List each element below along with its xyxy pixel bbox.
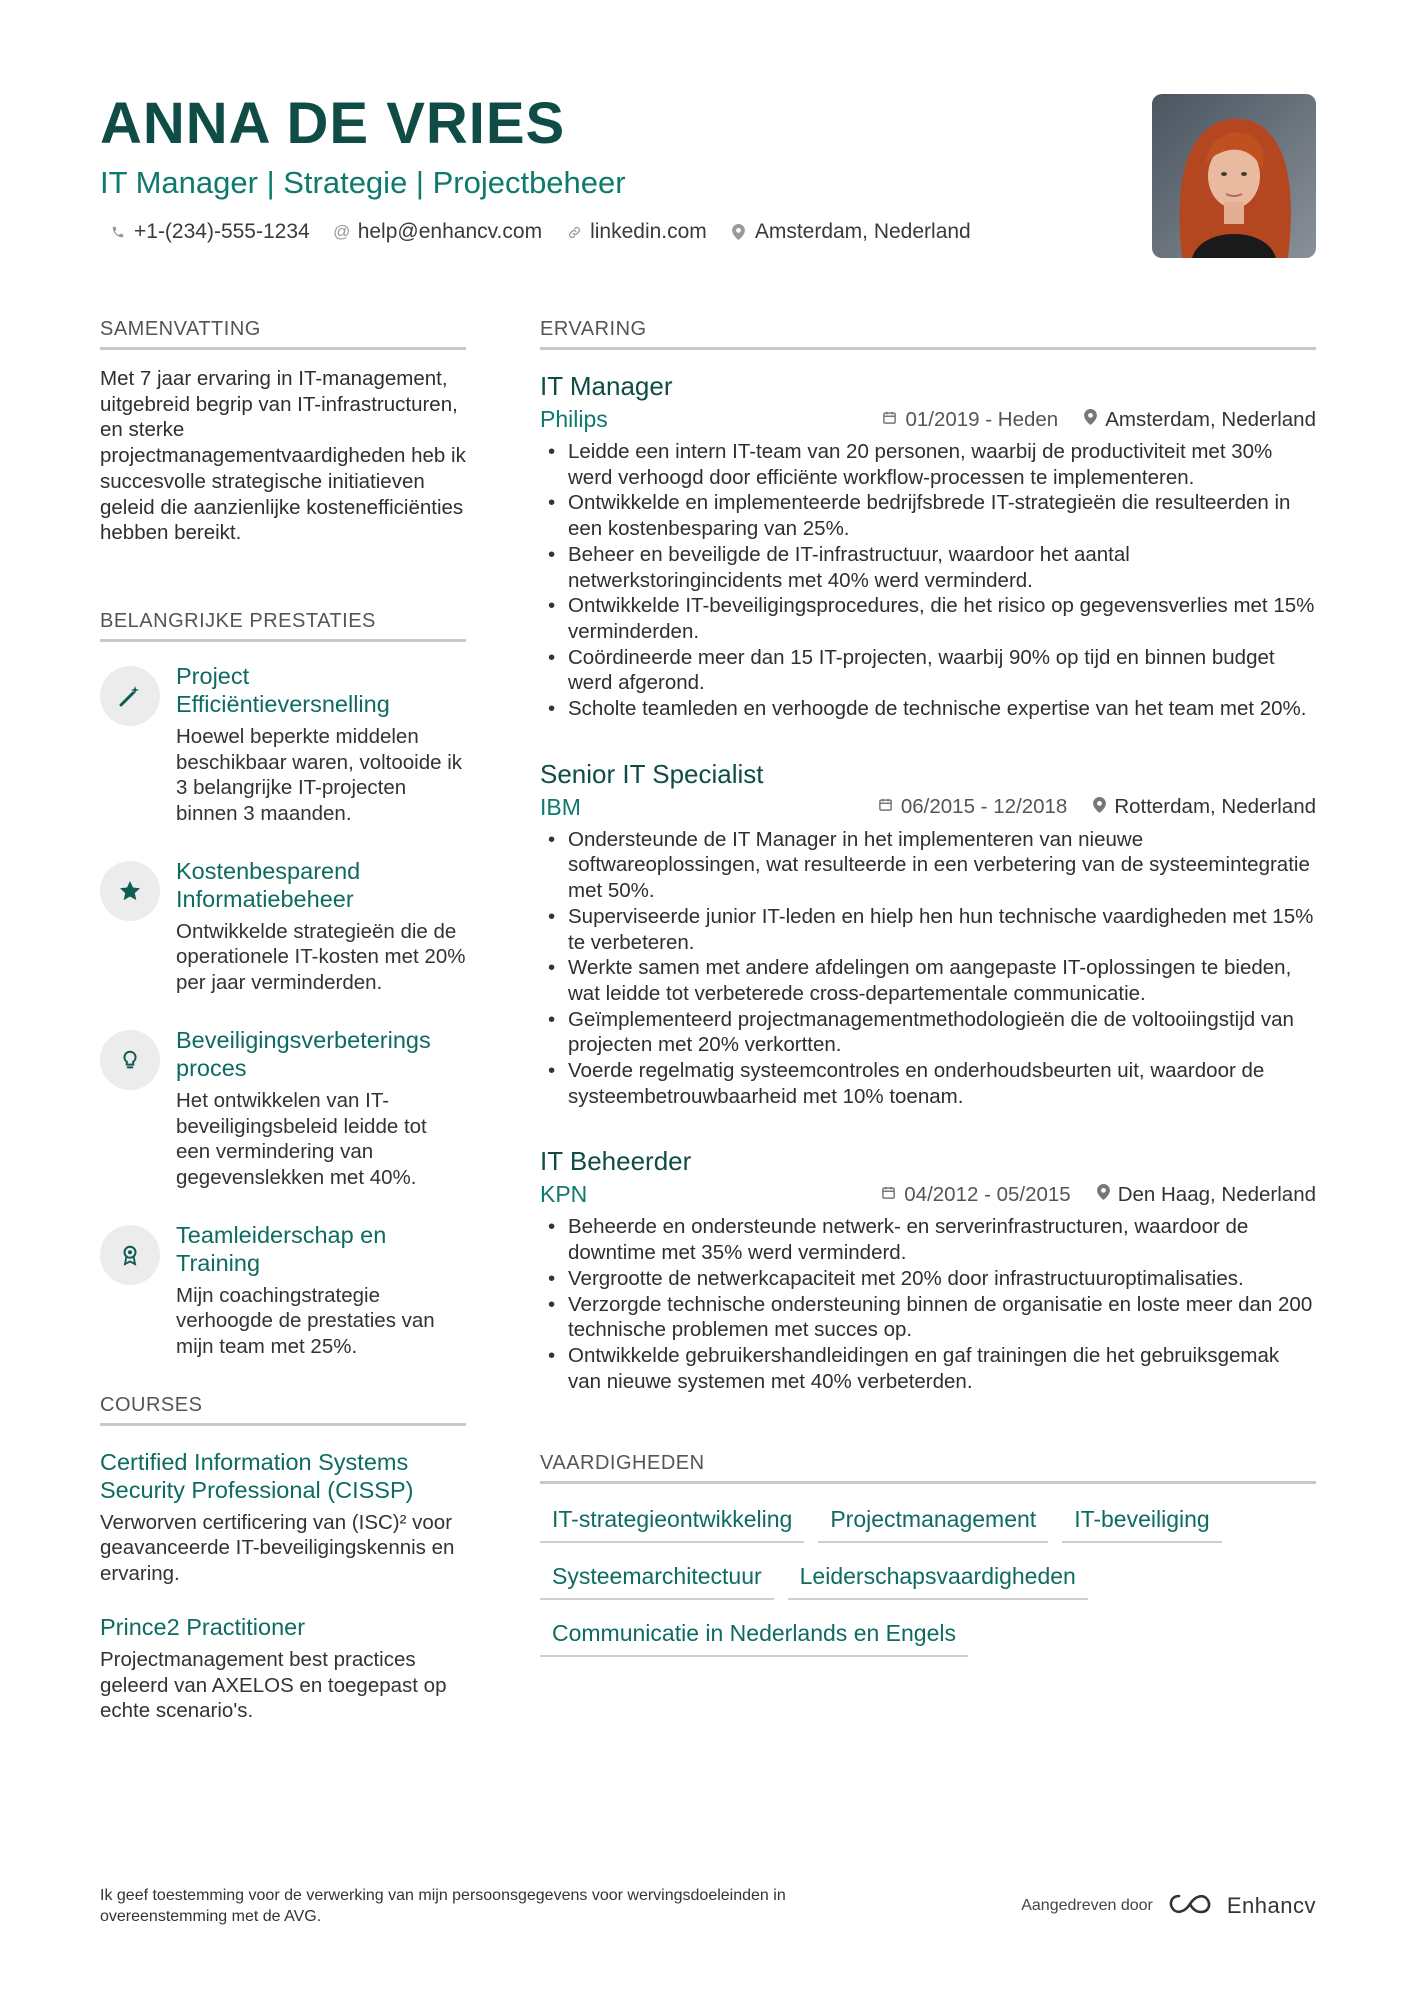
job-bullets xyxy=(540,1214,1316,1394)
calendar-icon xyxy=(878,797,893,817)
linkedin-text: linkedin.com xyxy=(590,220,707,243)
achievement-text: Hoewel beperkte middelen beschikbaar waren, voltooide ik 3 belangrijke IT-projecten binnen 3 maanden. xyxy=(176,724,463,826)
job-dates-text: 01/2019 - Heden xyxy=(905,407,1059,431)
company-name: Philips xyxy=(540,406,608,432)
job-dates xyxy=(881,1183,1070,1207)
right-column xyxy=(540,318,1316,1657)
achievement-item xyxy=(100,857,466,996)
summary-heading: SAMENVATTING xyxy=(100,318,466,350)
course-title: Prince2 Practitioner xyxy=(100,1613,306,1640)
star-icon xyxy=(100,861,160,921)
job-entry xyxy=(540,1145,1316,1394)
contact-phone[interactable] xyxy=(110,220,310,244)
achievement-item xyxy=(100,662,466,827)
email-text: help@enhancv.com xyxy=(357,220,543,243)
bullet-item: • Werkte samen met andere afdelingen om aangepaste IT-oplossingen te bieden, wat leidde tot verbeterede cross-departementale communicatie. xyxy=(540,955,1316,1006)
bullet-item: • Ontwikkelde gebruikershandleidingen en gaf trainingen die het gebruiksgemak van nieuwe systemen met 40% verbeterden. xyxy=(540,1343,1316,1394)
location-pin-icon xyxy=(1084,409,1097,430)
course-item xyxy=(100,1613,466,1724)
powered-by[interactable] xyxy=(1021,1892,1316,1921)
job-location xyxy=(1093,795,1316,819)
achievement-title: Teamleiderschap en Training xyxy=(176,1221,387,1276)
location-pin-icon xyxy=(1093,797,1106,818)
courses-heading: COURSES xyxy=(100,1394,466,1426)
job-entry xyxy=(540,758,1316,1110)
job-dates xyxy=(878,795,1067,819)
job-location xyxy=(1084,408,1316,432)
profile-photo xyxy=(1152,94,1316,258)
bullet-item: • Ondersteunde de IT Manager in het implementeren van nieuwe softwareoplossingen, wat resulteerde in een verbetering van de systeemintegratie met 50%. xyxy=(540,827,1316,904)
at-icon: @ xyxy=(333,222,351,241)
course-text: Projectmanagement best practices geleerd van AXELOS en toegepast op echte scenario's. xyxy=(100,1647,447,1723)
skill-tag: Projectmanagement xyxy=(818,1500,1048,1543)
skills-list xyxy=(540,1500,1316,1657)
calendar-icon xyxy=(881,1185,896,1205)
bullet-item: • Voerde regelmatig systeemcontroles en onderhoudsbeurten uit, waardoor de systeembetrouwbaarheid met 10% toenam. xyxy=(540,1058,1316,1109)
job-title: Senior IT Specialist xyxy=(540,758,764,789)
achievement-text: Het ontwikkelen van IT-beveiligingsbeleid leidde tot een vermindering van gegevenslekken met 40%. xyxy=(176,1088,427,1189)
job-bullets xyxy=(540,827,1316,1110)
achievement-item xyxy=(100,1221,466,1360)
link-icon xyxy=(566,225,582,240)
gdpr-consent: Ik geef toestemming voor de verwerking van mijn persoonsgegevens voor wervingsdoeleinden in overeenstemming met de AVG. xyxy=(100,1887,786,1925)
skill-tag: Leiderschapsvaardigheden xyxy=(788,1557,1088,1600)
left-column xyxy=(100,318,466,1724)
bullet-item: • Geïmplementeerd projectmanagementmethodologieën die de voltooiingstijd van projecten met 20% verkortten. xyxy=(540,1007,1316,1058)
job-title: IT Manager xyxy=(540,371,673,401)
bullet-item: • Beheerde en ondersteunde netwerk- en serverinfrastructuren, waardoor de downtime met 35% werd verminderd. xyxy=(540,1214,1316,1265)
bullet-item: • Scholte teamleden en verhoogde de technische expertise van het team met 20%. xyxy=(540,696,1316,722)
job-location xyxy=(1097,1183,1316,1207)
achievement-item xyxy=(100,1026,466,1191)
footer xyxy=(100,1885,1316,1927)
achievement-text: Mijn coachingstrategie verhoogde de prestaties van mijn team met 25%. xyxy=(176,1283,435,1359)
course-title: Certified Information Systems Security Professional (CISSP) xyxy=(100,1448,414,1503)
company-name: KPN xyxy=(540,1181,588,1208)
enhancv-logo-icon xyxy=(1167,1892,1213,1921)
contact-bar xyxy=(100,220,1140,244)
contact-email[interactable] xyxy=(334,220,542,244)
achievement-title: Kostenbesparend Informatiebeheer xyxy=(176,857,361,912)
brand-name: Enhancv xyxy=(1226,1893,1316,1918)
job-bullets xyxy=(540,439,1316,722)
candidate-tagline: IT Manager | Strategie | Projectbeheer xyxy=(100,165,626,200)
phone-icon xyxy=(110,225,126,239)
bullet-item: • Leidde een intern IT-team van 20 personen, waarbij de productiviteit met 30% werd verhoogd door efficiënte workflow-processen te implementeren. xyxy=(540,439,1316,490)
phone-text: +1-(234)-555-1234 xyxy=(134,220,310,243)
bullet-item: • Coördineerde meer dan 15 IT-projecten, waarbij 90% op tijd en binnen budget werd afgerond. xyxy=(540,645,1316,696)
job-location-text: Den Haag, Nederland xyxy=(1117,1182,1316,1206)
company-name: IBM xyxy=(540,793,581,820)
bullet-item: • Superviseerde junior IT-leden en hielp hen hun technische vaardigheden met 15% te verbeteren. xyxy=(540,904,1316,955)
achievements-heading: BELANGRIJKE PRESTATIES xyxy=(100,610,466,642)
achievement-text: Ontwikkelde strategieën die de operationele IT-kosten met 20% per jaar verminderden. xyxy=(176,919,466,995)
job-dates-text: 04/2012 - 05/2015 xyxy=(904,1182,1071,1206)
course-item xyxy=(100,1448,466,1587)
resume-header xyxy=(100,92,1140,244)
bullet-item: • Ontwikkelde en implementeerde bedrijfsbrede IT-strategieën die resulteerden in een kostenbesparing van 25%. xyxy=(540,490,1316,541)
contact-location xyxy=(731,220,971,244)
experience-heading: ERVARING xyxy=(540,318,1316,350)
calendar-icon xyxy=(882,410,897,430)
skill-tag: IT-strategieontwikkeling xyxy=(540,1500,804,1543)
job-dates-text: 06/2015 - 12/2018 xyxy=(900,795,1068,819)
skill-tag: Communicatie in Nederlands en Engels xyxy=(540,1614,968,1657)
powered-by-label: Aangedreven door xyxy=(1021,1897,1153,1914)
skills-heading: VAARDIGHEDEN xyxy=(540,1452,1316,1484)
location-pin-icon xyxy=(1097,1184,1110,1205)
award-icon xyxy=(100,1225,160,1285)
bullet-item: • Vergrootte de netwerkcapaciteit met 20% door infrastructuuroptimalisaties. xyxy=(540,1266,1316,1292)
achievement-title: Beveiligingsverbeterings proces xyxy=(176,1026,431,1081)
job-dates xyxy=(882,408,1058,432)
skill-tag: Systeemarchitectuur xyxy=(540,1557,774,1600)
job-location-text: Amsterdam, Nederland xyxy=(1105,407,1316,431)
lightbulb-icon xyxy=(100,1030,160,1090)
bullet-item: • Beheer en beveiligde de IT-infrastructuur, waardoor het aantal netwerkstoringincidents met 40% werd verminderd. xyxy=(540,542,1316,593)
job-title: IT Beheerder xyxy=(540,1146,692,1177)
bullet-item: • Ontwikkelde IT-beveiligingsprocedures, die het risico op gegevensverlies met 15% verminderden. xyxy=(540,593,1316,644)
contact-linkedin[interactable] xyxy=(566,220,707,244)
summary-text: Met 7 jaar ervaring in IT-management, uitgebreid begrip van IT-infrastructuren, en sterke projectmanagementvaardigheden heb ik succesvolle strategische initiatieven geleid die aanzienlijke kostenefficiënties hebben bereikt. xyxy=(100,367,466,545)
location-pin-icon xyxy=(731,224,747,240)
candidate-name: ANNA DE VRIES xyxy=(100,91,566,156)
magic-wand-icon xyxy=(100,666,160,726)
job-location-text: Rotterdam, Nederland xyxy=(1114,795,1316,819)
skill-tag: IT-beveiliging xyxy=(1062,1500,1222,1543)
course-text: Verworven certificering van (ISC)² voor geavanceerde IT-beveiligingskennis en ervaring. xyxy=(100,1510,455,1586)
achievement-title: Project Efficiëntieversnelling xyxy=(176,662,390,717)
job-entry xyxy=(540,370,1316,722)
achievements-list xyxy=(100,662,466,1360)
location-text: Amsterdam, Nederland xyxy=(754,220,971,243)
bullet-item: • Verzorgde technische ondersteuning binnen de organisatie en loste meer dan 200 technische problemen met succes op. xyxy=(540,1292,1316,1343)
